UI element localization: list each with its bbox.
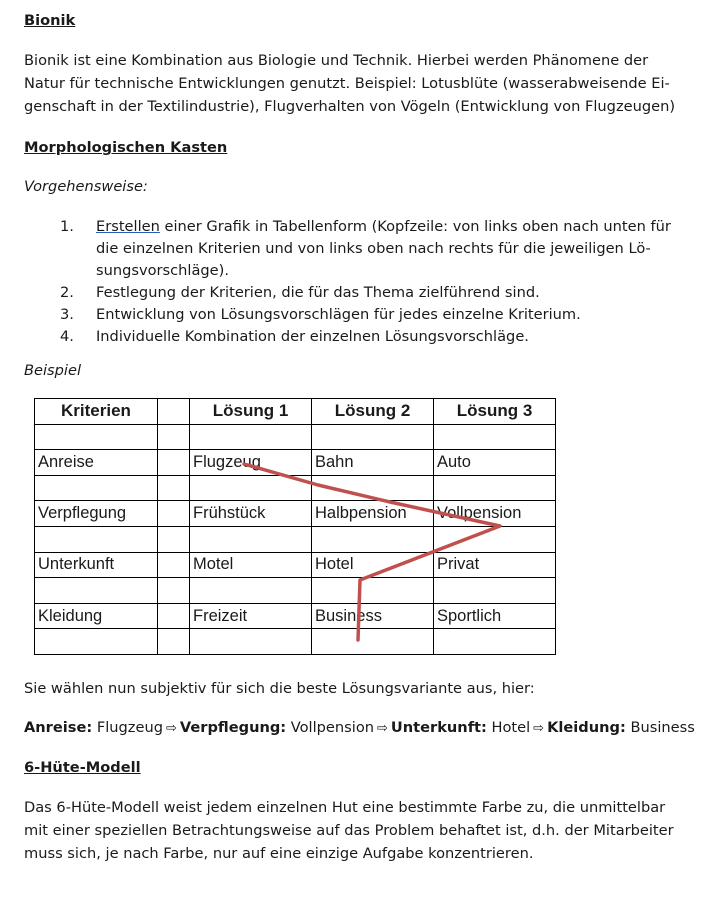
- table-cell: [158, 475, 190, 501]
- table-cell: [158, 424, 190, 450]
- table-row: [35, 526, 556, 552]
- table-cell: [312, 475, 434, 501]
- result-label: Kleidung:: [547, 719, 626, 736]
- table-cell: [158, 603, 190, 629]
- table-cell: [35, 475, 158, 501]
- hats-paragraph-line: mit einer speziellen Betrachtungsweise auf das Problem behaftet ist, d.h. der Mitarbeiter: [24, 822, 674, 839]
- table-cell: [434, 526, 556, 552]
- table-cell: Bahn: [312, 450, 434, 476]
- step-number: 3.: [60, 306, 74, 323]
- table-cell: [35, 578, 158, 604]
- step-text: Festlegung der Kriterien, die für das Thema zielführend sind.: [96, 284, 540, 301]
- table-cell: [190, 475, 312, 501]
- table-cell: [190, 526, 312, 552]
- table-cell: [158, 501, 190, 527]
- table-cell: [190, 578, 312, 604]
- table-cell: Flugzeug: [190, 450, 312, 476]
- choose-text: Sie wählen nun subjektiv für sich die beste Lösungsvariante aus, hier:: [24, 680, 535, 697]
- table-cell: [158, 552, 190, 578]
- table-header-cell: Lösung 1: [190, 399, 312, 425]
- table-cell: Vollpension: [434, 501, 556, 527]
- table-cell: Halbpension: [312, 501, 434, 527]
- table-cell: [312, 578, 434, 604]
- bionik-paragraph-line: genschaft in der Textilindustrie), Flugverhalten von Vögeln (Entwicklung von Flugzeugen): [24, 98, 676, 115]
- table-row: [35, 629, 556, 655]
- morphological-box-table: [34, 398, 556, 655]
- table-row: [35, 424, 556, 450]
- table-header-cell: Kriterien: [35, 399, 158, 425]
- table-cell: [434, 629, 556, 655]
- example-label: Beispiel: [24, 362, 81, 379]
- table-header-cell: Lösung 3: [434, 399, 556, 425]
- arrow-right-icon: ⇨: [377, 721, 388, 736]
- table-cell: [434, 424, 556, 450]
- table-cell: [190, 629, 312, 655]
- table-cell: [312, 424, 434, 450]
- table-cell: [190, 424, 312, 450]
- step-number: 4.: [60, 328, 74, 345]
- step-text: Individuelle Kombination der einzelnen Lösungsvorschläge.: [96, 328, 529, 345]
- result-label: Unterkunft:: [390, 719, 487, 736]
- result-value: Vollpension: [286, 719, 374, 736]
- table-cell: Business: [312, 603, 434, 629]
- table-cell: [35, 424, 158, 450]
- bionik-paragraph-line: Bionik ist eine Kombination aus Biologie und Technik. Hierbei werden Phänomene der: [24, 52, 649, 69]
- arrow-right-icon: ⇨: [165, 721, 177, 736]
- table-cell: Unterkunft: [35, 552, 158, 578]
- result-line: [24, 717, 695, 740]
- hats-paragraph-line: muss sich, je nach Farbe, nur auf eine einzige Aufgabe konzentrieren.: [24, 845, 534, 862]
- table-cell: [35, 629, 158, 655]
- step-text: [96, 216, 671, 238]
- table-cell: [434, 475, 556, 501]
- table-cell: [312, 526, 434, 552]
- table-header-row: [35, 399, 556, 425]
- arrow-right-icon: ⇨: [533, 721, 545, 736]
- result-value: Hotel: [486, 719, 531, 736]
- table-cell: Auto: [434, 450, 556, 476]
- table-cell: Hotel: [312, 552, 434, 578]
- table-cell: Anreise: [35, 450, 158, 476]
- morph-heading: Morphologischen Kasten: [24, 139, 228, 156]
- table-cell: Frühstück: [190, 501, 312, 527]
- table-cell: [158, 450, 190, 476]
- table-row: [35, 501, 556, 527]
- table-cell: [312, 629, 434, 655]
- table-row: [35, 552, 556, 578]
- table-header-cell: [158, 399, 190, 425]
- table-cell: Motel: [190, 552, 312, 578]
- step-text: die einzelnen Kriterien und von links oben nach rechts für die jeweiligen Lö-: [96, 240, 651, 257]
- table-row: [35, 578, 556, 604]
- step-number: 1.: [60, 218, 74, 235]
- table-cell: Verpflegung: [35, 501, 158, 527]
- bionik-heading: Bionik: [24, 12, 76, 29]
- step-number: 2.: [60, 284, 74, 301]
- result-label: Anreise:: [24, 719, 93, 736]
- table-row: [35, 450, 556, 476]
- table-cell: [158, 526, 190, 552]
- table-cell: [35, 526, 158, 552]
- table-header-cell: Lösung 2: [312, 399, 434, 425]
- table-cell: Sportlich: [434, 603, 556, 629]
- step-first-word: Erstellen: [96, 218, 160, 235]
- procedure-label: Vorgehensweise:: [24, 178, 148, 195]
- table-row: [35, 475, 556, 501]
- bionik-paragraph-line: Natur für technische Entwicklungen genutzt. Beispiel: Lotusblüte (wasserabweisende Ei-: [24, 75, 670, 92]
- table-cell: [434, 578, 556, 604]
- step-text: sungsvorschläge).: [96, 262, 229, 279]
- table-row: [35, 603, 556, 629]
- table-cell: Freizeit: [190, 603, 312, 629]
- result-label: Verpflegung:: [179, 719, 287, 736]
- table-cell: Privat: [434, 552, 556, 578]
- result-value: Business: [625, 719, 695, 736]
- hats-heading: 6-Hüte-Modell: [24, 759, 141, 776]
- hats-paragraph-line: Das 6-Hüte-Modell weist jedem einzelnen Hut eine bestimmte Farbe zu, die unmittelbar: [24, 799, 666, 816]
- table-cell: Kleidung: [35, 603, 158, 629]
- step-text: Entwicklung von Lösungsvorschlägen für jedes einzelne Kriterium.: [96, 306, 581, 323]
- step-text-rest: einer Grafik in Tabellenform (Kopfzeile: von links oben nach unten für: [159, 218, 671, 235]
- table-cell: [158, 629, 190, 655]
- table-cell: [158, 578, 190, 604]
- result-value: Flugzeug: [92, 719, 163, 736]
